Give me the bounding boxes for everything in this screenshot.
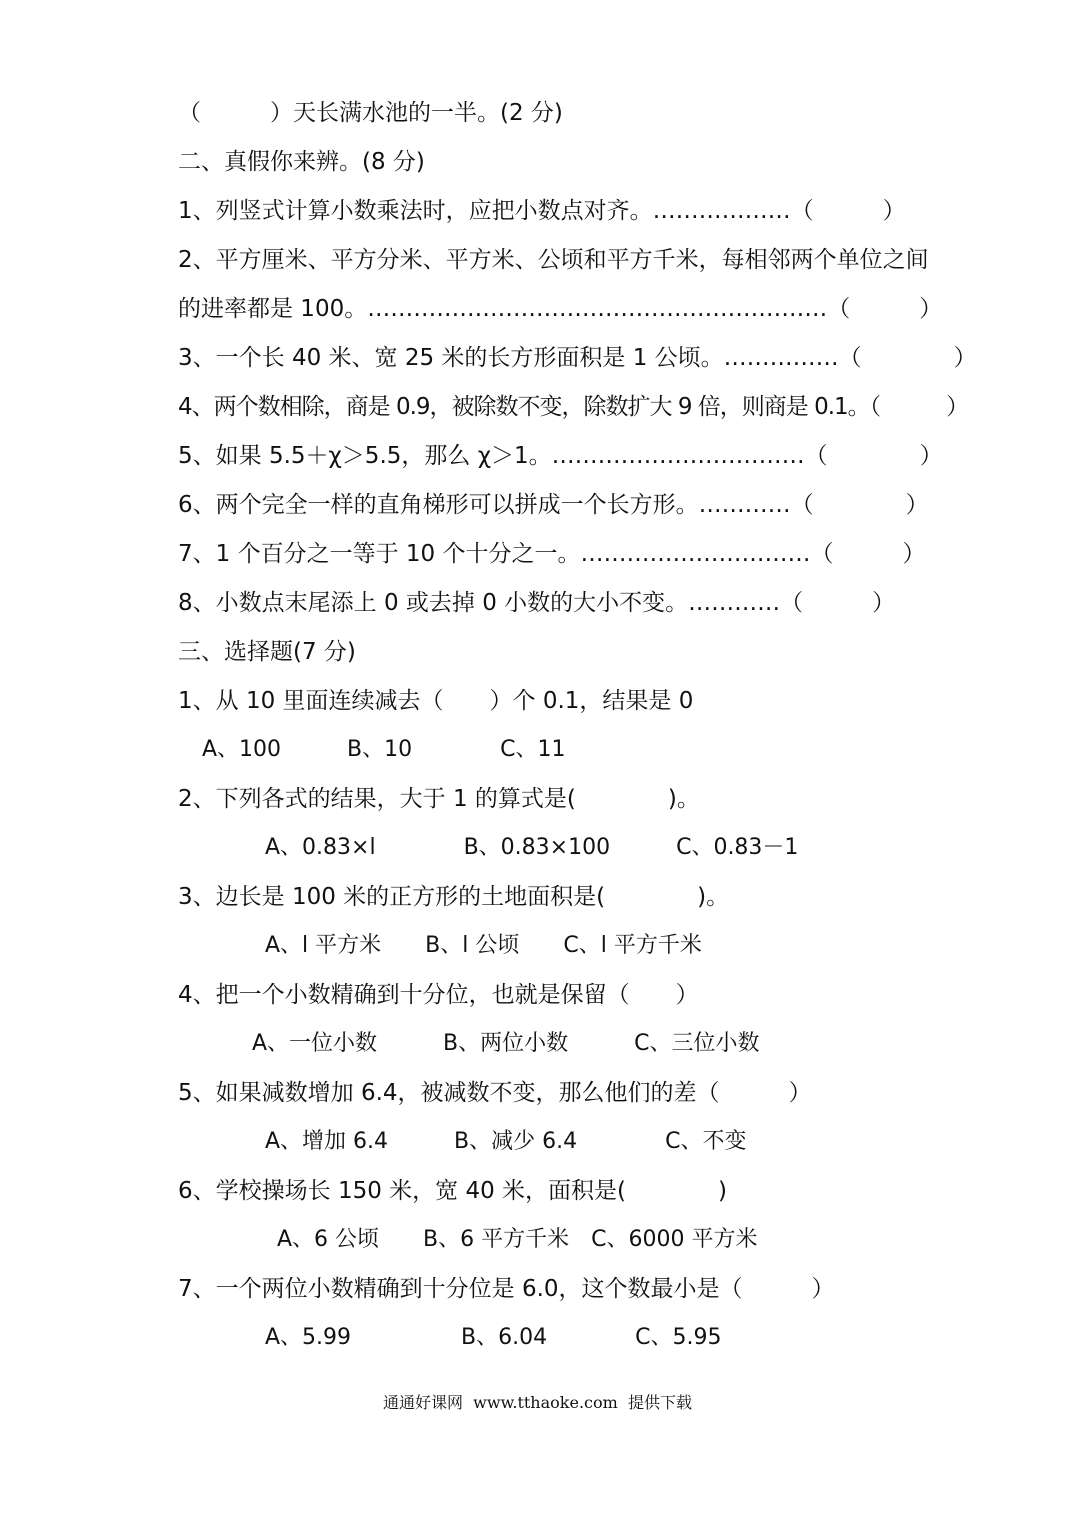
choice-q7-options: A、5.99 B、6.04 C、5.95: [265, 1325, 722, 1350]
section-true-false-title: 二、真假你来辨。(8 分): [178, 149, 425, 175]
tf-item-7: 7、1 个百分之一等于 10 个十分之一。…………………………（ ）: [178, 541, 926, 567]
tf-item-3: 3、一个长 40 米、宽 25 米的长方形面积是 1 公顷。……………（ ）: [178, 345, 977, 371]
tf-item-1: 1、列竖式计算小数乘法时，应把小数点对齐。………………（ ）: [178, 198, 906, 224]
choice-q3-options: A、l 平方米 B、l 公顷 C、l 平方千米: [265, 933, 702, 958]
page-footer: 通通好课网 www.tthaoke.com 提供下载: [383, 1393, 692, 1412]
tf-item-6: 6、两个完全一样的直角梯形可以拼成一个长方形。…………（ ）: [178, 492, 929, 518]
tf-item-5: 5、如果 5.5＋χ＞5.5，那么 χ＞1。……………………………（ ）: [178, 443, 943, 469]
choice-q7: 7、一个两位小数精确到十分位是 6.0，这个数最小是（ ）: [178, 1276, 835, 1302]
tf-item-8: 8、小数点末尾添上 0 或去掉 0 小数的大小不变。…………（ ）: [178, 590, 896, 616]
section-choice-title: 三、选择题(7 分): [178, 639, 356, 665]
choice-q4: 4、把一个小数精确到十分位，也就是保留（ ）: [178, 982, 699, 1008]
tf-item-4: 4、两个数相除，商是 0.9，被除数不变，除数扩大 9 倍，则商是 0.1。（ ）: [178, 394, 969, 420]
choice-q1: 1、从 10 里面连续减去（ ）个 0.1，结果是 0: [178, 688, 694, 714]
choice-q6-options: A、6 公顷 B、6 平方千米 C、6000 平方米: [277, 1227, 758, 1252]
q-pool-continuation: （ ）天长满水池的一半。(2 分): [178, 100, 563, 126]
choice-q5-options: A、增加 6.4 B、减少 6.4 C、不变: [265, 1129, 747, 1154]
choice-q5: 5、如果减数增加 6.4，被减数不变，那么他们的差（ ）: [178, 1080, 812, 1106]
tf-item-2-cont: 的进率都是 100。……………………………………………………（ ）: [178, 296, 943, 322]
choice-q6: 6、学校操场长 150 米，宽 40 米，面积是( ): [178, 1178, 727, 1204]
choice-q4-options: A、一位小数 B、两位小数 C、三位小数: [252, 1031, 760, 1056]
choice-q2-options: A、0.83×l B、0.83×100 C、0.83－1: [265, 835, 799, 860]
choice-q2: 2、下列各式的结果，大于 1 的算式是( )。: [178, 786, 700, 812]
tf-item-2: 2、平方厘米、平方分米、平方米、公顷和平方千米，每相邻两个单位之间: [178, 247, 929, 273]
choice-q3: 3、边长是 100 米的正方形的土地面积是( )。: [178, 884, 730, 910]
choice-q1-options: A、100 B、10 C、11: [202, 737, 566, 762]
